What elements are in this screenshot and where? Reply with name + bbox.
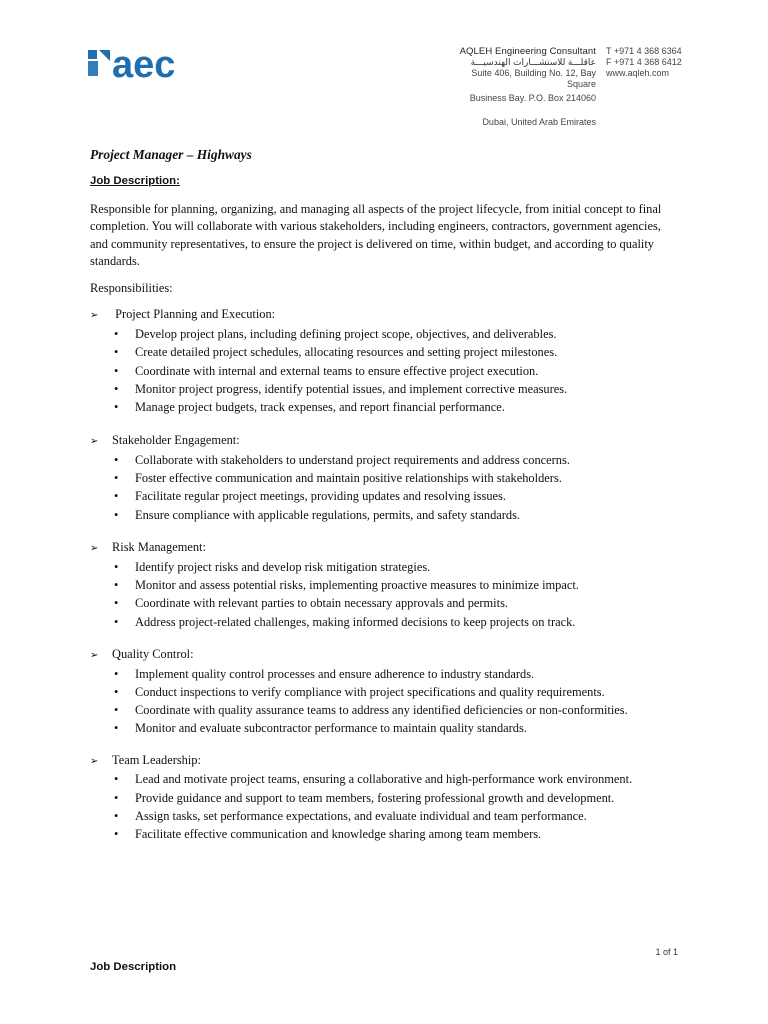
section-heading: Team Leadership: — [112, 753, 201, 768]
footer-title: Job Description — [90, 961, 177, 973]
list-item: • Identify project risks and develop risk mitigation strategies. — [90, 558, 680, 576]
list-item: • Implement quality control processes and ensure adherence to industry standards. — [90, 665, 680, 683]
page-number: 1 of 1 — [655, 947, 678, 957]
list-item: • Monitor and evaluate subcontractor performance to maintain quality standards. — [90, 719, 680, 737]
section-heading: Risk Management: — [112, 539, 206, 554]
list-item: • Conduct inspections to verify compliance with project specifications and quality requirements. — [90, 683, 680, 701]
list-item: • Assign tasks, set performance expectations, and evaluate individual and team performance. — [90, 807, 680, 825]
arrow-bullet-icon: ➢ — [90, 435, 99, 447]
list-item: • Collaborate with stakeholders to understand project requirements and address concerns. — [90, 451, 680, 469]
logo-square-icon — [88, 50, 97, 59]
company-block — [446, 46, 596, 90]
page-title: Project Manager – Highways — [90, 147, 252, 162]
list-item: • Coordinate with internal and external teams to ensure effective project execution. — [90, 362, 680, 380]
list-item: • Coordinate with quality assurance teams to address any identified deficiencies or non-conformities. — [90, 702, 680, 719]
section-heading: Stakeholder Engagement: — [112, 432, 240, 447]
list-item: • Facilitate effective communication and knowledge sharing among team members. — [90, 825, 680, 843]
section-team-leadership — [90, 751, 680, 843]
section-heading: Quality Control: — [112, 646, 194, 661]
list-item: • Address project-related challenges, making informed decisions to keep projects on track. — [90, 613, 680, 631]
list-item: • Ensure compliance with applicable regulations, permits, and safety standards. — [90, 506, 680, 524]
website-link[interactable]: www.aqleh.com — [606, 68, 670, 78]
contact-block — [606, 46, 696, 79]
document-body — [90, 146, 680, 858]
logo-triangle-icon — [99, 50, 110, 61]
section-heading: Project Planning and Execution: — [112, 307, 276, 322]
intro-paragraph: Responsible for planning, organizing, and managing all aspects of the project lifecycle, from initial concept to final completion. You will collaborate with various stakeholders, including engineers, contractors, government agencies, and community representatives, to ensure the project is delivered on time, within budget, and according to quality standards. — [90, 202, 662, 269]
section-risk-management — [90, 538, 680, 631]
arrow-bullet-icon: ➢ — [90, 310, 99, 322]
list-item: • Monitor project progress, identify potential issues, and implement corrective measures. — [90, 380, 680, 398]
section-project-planning — [90, 305, 680, 416]
address-line-2: Business Bay. P.O. Box 214060 — [469, 93, 596, 103]
list-item: • Foster effective communication and maintain positive relationships with stakeholders. — [90, 469, 680, 487]
arrow-bullet-icon: ➢ — [90, 542, 99, 554]
aec-logo — [88, 46, 200, 82]
list-item: • Lead and motivate project teams, ensuring a collaborative and high-performance work environment. — [90, 771, 680, 788]
arrow-bullet-icon: ➢ — [90, 756, 99, 768]
list-item: • Manage project budgets, track expenses, and report financial performance. — [90, 398, 680, 416]
section-quality-control — [90, 645, 680, 737]
responsibilities-label: Responsibilities: — [90, 280, 173, 295]
company-name: AQLEH Engineering Consultant — [459, 46, 596, 57]
logo-block-icon — [88, 61, 98, 76]
address-line-3: Dubai, United Arab Emirates — [482, 117, 596, 127]
list-item: • Facilitate regular project meetings, providing updates and resolving issues. — [90, 487, 680, 505]
company-name-arabic: عاقلـــة للاستشـــارات الهندسيـــة — [470, 57, 596, 67]
fax-number: F +971 4 368 6412 — [606, 57, 682, 67]
logo-text: aec — [112, 46, 176, 82]
arrow-bullet-icon: ➢ — [90, 649, 99, 661]
phone-number: T +971 4 368 6364 — [606, 46, 682, 56]
list-item: • Develop project plans, including defining project scope, objectives, and deliverables. — [90, 325, 680, 343]
list-item: • Monitor and assess potential risks, implementing proactive measures to minimize impact. — [90, 576, 680, 594]
section-stakeholder-engagement — [90, 431, 680, 524]
job-description-heading: Job Description: — [90, 174, 180, 187]
list-item: • Create detailed project schedules, allocating resources and setting project milestones. — [90, 343, 680, 361]
list-item: • Coordinate with relevant parties to obtain necessary approvals and permits. — [90, 594, 680, 612]
list-item: • Provide guidance and support to team members, fostering professional growth and development. — [90, 789, 680, 807]
company-address: Suite 406, Building No. 12, Bay Square — [471, 68, 596, 89]
